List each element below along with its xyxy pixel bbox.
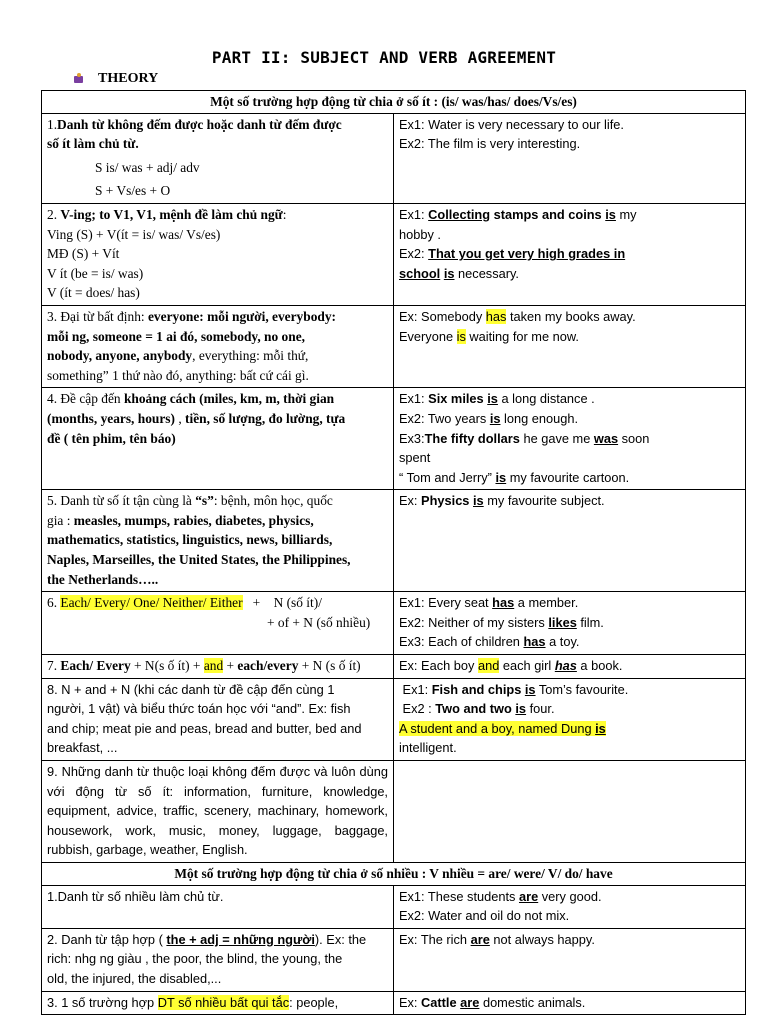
example-cell	[394, 113, 746, 203]
example: hobby .	[399, 226, 441, 242]
table-row	[42, 655, 746, 679]
formula: V ít (be = is/ was)	[47, 265, 144, 281]
example: is	[524, 681, 536, 697]
table-row	[42, 761, 746, 863]
example: are	[518, 888, 539, 904]
example: very good.	[538, 888, 602, 904]
example: is	[515, 701, 527, 717]
example: was	[593, 430, 619, 446]
formula: V (ít = does/ has)	[47, 285, 140, 301]
example: Ex2: Water and oil do not mix.	[399, 908, 570, 924]
example-cell	[394, 203, 746, 305]
example-cell	[394, 655, 746, 679]
table-row	[42, 388, 746, 490]
formula: MĐ (S) + Vít	[47, 246, 120, 262]
example: my	[615, 206, 637, 222]
example: Ex:	[399, 994, 422, 1010]
example: is	[605, 206, 616, 222]
example-cell	[394, 305, 746, 387]
example: Tom’s favourite.	[535, 681, 629, 697]
rule-cell	[42, 655, 394, 679]
rule-number: 7.	[47, 658, 61, 674]
rule-text: số ít làm chủ từ.	[47, 136, 139, 152]
example: Everyone	[399, 328, 457, 344]
example: The fifty dollars	[424, 430, 520, 446]
example: Ex:	[399, 493, 422, 509]
table-row	[42, 113, 746, 203]
highlighted-verb: has	[485, 308, 507, 324]
example: a member.	[514, 595, 579, 611]
rule-text: + N(s ố ít) +	[130, 658, 204, 674]
highlighted-verb: is	[595, 720, 606, 736]
example: Ex2: Neither of my sisters	[399, 614, 549, 630]
rule-text: : bệnh, môn học, quốc	[213, 493, 333, 509]
example: Ex: Each boy	[399, 658, 478, 674]
example: taken my books away.	[506, 308, 636, 324]
rule-text: old, the injured, the disabled,...	[47, 970, 222, 986]
rule-text: everyone: mỗi người, everybody:	[147, 308, 336, 324]
rule-text: the + adj = những người	[166, 931, 315, 947]
table-row	[42, 305, 746, 387]
rule-cell	[42, 928, 394, 991]
highlighted-verb: is	[456, 328, 466, 344]
rule-text: +	[223, 658, 238, 674]
rule-text: nobody, anyone, anybody	[47, 348, 193, 364]
rule-text: V-ing; to V1, V1, mệnh đề làm chủ ngữ	[60, 206, 283, 222]
table-row	[42, 928, 746, 991]
example: are	[460, 994, 480, 1010]
example: Two and two	[435, 701, 512, 717]
example-cell	[394, 388, 746, 490]
rule-number: 1.	[47, 116, 58, 132]
example: Ex1:	[399, 391, 429, 407]
example: Fish and chips	[431, 681, 522, 697]
example: is	[443, 265, 455, 281]
rule-text: Danh từ không đếm được hoặc danh từ đếm được	[57, 116, 342, 132]
example-cell	[394, 991, 746, 1015]
rule-text: ). Ex: the	[314, 931, 367, 947]
example: Ex2 :	[399, 701, 436, 717]
rule-text: đề ( tên phim, tên báo)	[47, 430, 176, 446]
example: Ex1: Water is very necessary to our life.	[399, 116, 624, 132]
example: “ Tom and Jerry”	[399, 469, 496, 485]
rule-text: người, 1 vật) và biểu thức toán học với “and”. Ex: fish	[47, 701, 351, 717]
rule-number: 6.	[47, 595, 61, 611]
example: waiting for me now.	[465, 328, 579, 344]
rule-cell: 9. Những danh từ thuộc loại không đếm được và luôn dùng với động từ số ít: information, furniture, knowledge, equipment, advice, traffic, scenery, machinary, homework, housework, work, music, money, luggage, baggage, rubbish, garbage, weather, English.	[42, 761, 394, 863]
example: domestic animals.	[479, 994, 586, 1010]
example: That you get very high grades in	[428, 246, 626, 262]
example: four.	[526, 701, 555, 717]
example: is	[473, 493, 484, 509]
example: Collecting	[428, 206, 491, 222]
example: is	[487, 391, 498, 407]
rule-cell	[42, 592, 394, 655]
rule-text: each/every	[237, 658, 299, 674]
rule-text: khoảng cách (miles, km, m, thời gian	[123, 391, 335, 407]
rule-text: + N (số ít)/	[242, 595, 322, 611]
example: he gave me	[519, 430, 594, 446]
formula: Ving (S) + V(ít = is/ was/ Vs/es)	[47, 226, 221, 242]
example: Ex: Somebody	[399, 308, 486, 324]
rule-text: and chip; meat pie and peas, bread and butter, bed and	[47, 720, 362, 736]
example: Physics	[421, 493, 470, 509]
section-singular: Một số trường hợp động từ chia ở số ít : (is/ was/has/ does/Vs/es)	[42, 91, 746, 114]
example: Ex2:	[399, 246, 429, 262]
example: a book.	[576, 658, 623, 674]
rule-text: 3. Đại từ bất định:	[47, 308, 148, 324]
rule-text: ,	[178, 410, 186, 426]
grammar-table	[41, 90, 746, 1015]
rule-text: gia :	[47, 512, 74, 528]
rule-text: “s”	[195, 493, 214, 509]
example: likes	[548, 614, 577, 630]
table-row	[42, 203, 746, 305]
example: Ex: The rich	[399, 931, 471, 947]
theory-heading	[72, 71, 158, 87]
example: film.	[576, 614, 604, 630]
example: my favourite subject.	[483, 493, 605, 509]
rule-text: 4. Đề cập đến	[47, 391, 124, 407]
rule-text: breakfast, ...	[47, 740, 118, 756]
rule-cell	[42, 203, 394, 305]
rule-text: mỗi ng, someone = 1 ai đó, somebody, no one,	[47, 328, 305, 344]
rule-cell	[42, 490, 394, 592]
example: school	[399, 265, 441, 281]
highlighted-text: DT số nhiều bất qui tắc	[157, 994, 290, 1010]
rule-text: mathematics, statistics, linguistics, news, billiards,	[47, 532, 333, 548]
section-plural: Một số trường hợp động từ chia ở số nhiều : V nhiều = are/ were/ V/ do/ have	[42, 862, 746, 885]
rule-text: + N (s ố ít)	[298, 658, 361, 674]
example: Ex2: Two years	[399, 410, 490, 426]
rule-cell	[42, 388, 394, 490]
rule-text: 5. Danh từ số ít tận cùng là	[47, 493, 196, 509]
example: each girl	[499, 658, 555, 674]
rule-text: 8. N + and + N (khi các danh từ đề cập đến cùng 1	[47, 681, 335, 697]
table-row	[42, 490, 746, 592]
example: spent	[399, 450, 431, 466]
rule-text: measles, mumps, rabies, diabetes, physics,	[73, 512, 314, 528]
rule-cell	[42, 305, 394, 387]
example: has	[492, 595, 515, 611]
example: Ex2: The film is very interesting.	[399, 136, 581, 152]
highlighted-text: A student and a boy, named Dung	[399, 720, 596, 736]
rule-text: rich: nhg ng giàu , the poor, the blind, the young, the	[47, 951, 343, 967]
rule-text: Naples, Marseilles, the United States, the Philippines,	[47, 552, 351, 568]
rule-cell	[42, 113, 394, 203]
table-row	[42, 678, 746, 760]
rule-cell	[42, 678, 394, 760]
page-title: PART II: SUBJECT AND VERB AGREEMENT	[211, 48, 557, 67]
example: soon	[618, 430, 650, 446]
example: a long distance .	[497, 391, 595, 407]
example-cell	[394, 761, 746, 863]
highlighted-text: and	[203, 658, 224, 674]
highlighted-text: and	[477, 658, 500, 674]
formula: S + Vs/es + O	[95, 183, 171, 199]
rule-text: (months, years, hours)	[47, 410, 179, 426]
example: Ex1: Every seat	[399, 595, 493, 611]
rule-text: + of + N (số nhiều)	[267, 614, 371, 630]
example: Ex1:	[399, 206, 429, 222]
example-cell	[394, 592, 746, 655]
example: Cattle	[421, 994, 457, 1010]
rule-cell	[42, 991, 394, 1015]
example: is	[495, 469, 507, 485]
rule-number: 2.	[47, 206, 61, 222]
example-cell	[394, 885, 746, 928]
rule-text: something” 1 thứ nào đó, anything: bất cứ cái gì.	[47, 367, 309, 383]
example: Ex3:	[399, 430, 425, 446]
rule-text: tiền, số lượng, đo lường, tựa	[185, 410, 346, 426]
formula: S is/ was + adj/ adv	[95, 159, 200, 175]
section-header-row	[42, 862, 746, 885]
example-cell	[394, 678, 746, 760]
example: has	[523, 634, 546, 650]
example: not always happy.	[489, 931, 595, 947]
section-header-row	[42, 91, 746, 114]
example: Ex1: These students	[399, 888, 519, 904]
rule-text: 3. 1 số trường hợp	[47, 994, 158, 1010]
example: are	[470, 931, 490, 947]
table-row	[42, 991, 746, 1015]
rule-text: : people,	[289, 994, 339, 1010]
bullet-icon	[72, 72, 86, 86]
example: Ex3: Each of children	[399, 634, 524, 650]
example-cell	[394, 928, 746, 991]
example: long enough.	[500, 410, 579, 426]
example: my favourite cartoon.	[506, 469, 630, 485]
rule-text: 1.Danh từ số nhiều làm chủ từ.	[47, 888, 224, 904]
rule-text: 2. Danh từ tập hợp (	[47, 931, 167, 947]
rule-text: Each/ Every	[60, 658, 131, 674]
example: stamps and coins	[490, 206, 606, 222]
example: Ex1:	[399, 681, 432, 697]
example: is	[489, 410, 501, 426]
example: has	[554, 658, 577, 674]
rule-text: :	[282, 206, 287, 222]
example: a toy.	[545, 634, 580, 650]
table-row	[42, 592, 746, 655]
theory-label: THEORY	[98, 71, 159, 86]
highlighted-text: Each/ Every/ One/ Neither/ Either	[60, 595, 243, 611]
example-cell	[394, 490, 746, 592]
table-row	[42, 885, 746, 928]
example: necessary.	[454, 265, 519, 281]
rule-text: the Netherlands…..	[47, 571, 159, 587]
example: intelligent.	[399, 740, 457, 756]
rule-cell	[42, 885, 394, 928]
rule-text: , everything: mỗi thứ,	[192, 348, 309, 364]
example: Six miles	[428, 391, 484, 407]
